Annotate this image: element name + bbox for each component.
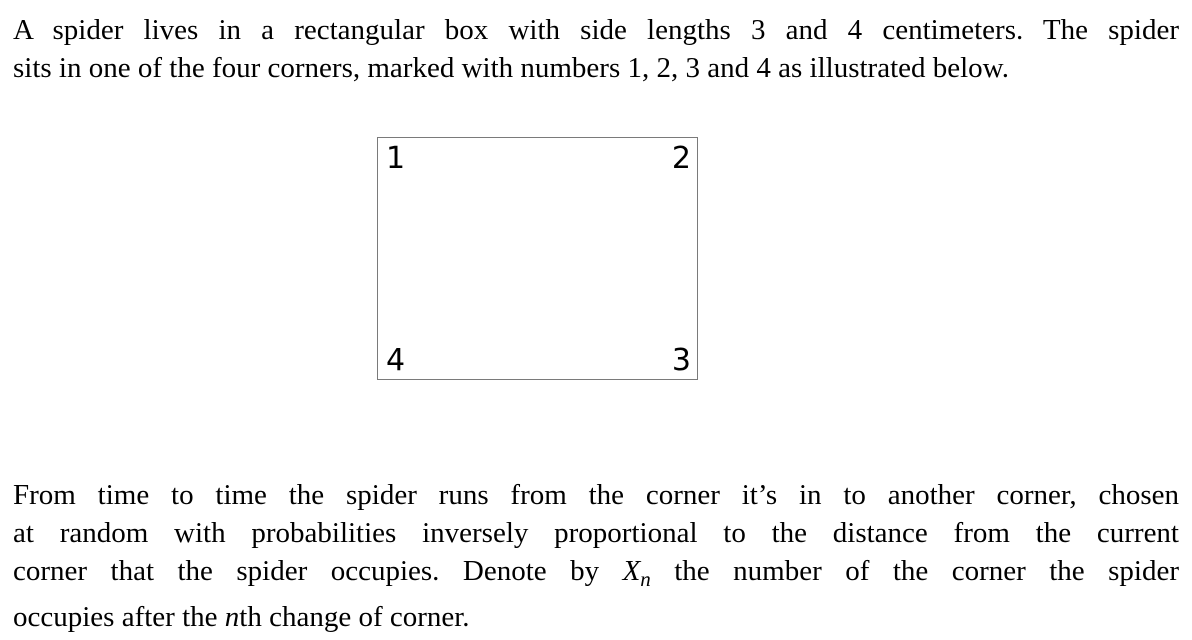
variable-x: X [622, 555, 641, 587]
body-line-4 [13, 598, 1179, 636]
corner-label-4: 4 [386, 343, 406, 378]
corner-label-2: 2 [671, 141, 691, 176]
intro-paragraph [13, 11, 1179, 87]
body-line-4-text-a: occupies after the [13, 601, 225, 633]
body-paragraph [13, 476, 1179, 636]
body-line-1: From time to time the spider runs from the corner it’s in to another corner, chosen [13, 479, 1179, 511]
subscript-n: n [640, 567, 651, 591]
body-line-3-text-b: the number of the corner the spider [650, 555, 1179, 587]
body-line-2: at random with probabilities inversely proportional to the distance from the current [13, 517, 1179, 549]
body-line-3-text-a: corner that the spider occupies. Denote by [13, 555, 623, 587]
intro-line-1: A spider lives in a rectangular box with side lengths 3 and 4 centimeters. The spider [13, 14, 1179, 46]
variable-n: n [224, 601, 240, 633]
intro-line-2: sits in one of the four corners, marked with numbers 1, 2, 3 and 4 as illustrated below. [13, 52, 1009, 84]
corner-label-1: 1 [386, 141, 406, 176]
body-line-4-text-b: th change of corner. [239, 601, 470, 633]
rectangle-figure [377, 137, 698, 380]
corner-label-3: 3 [671, 343, 691, 378]
body-line-3 [13, 552, 1179, 598]
